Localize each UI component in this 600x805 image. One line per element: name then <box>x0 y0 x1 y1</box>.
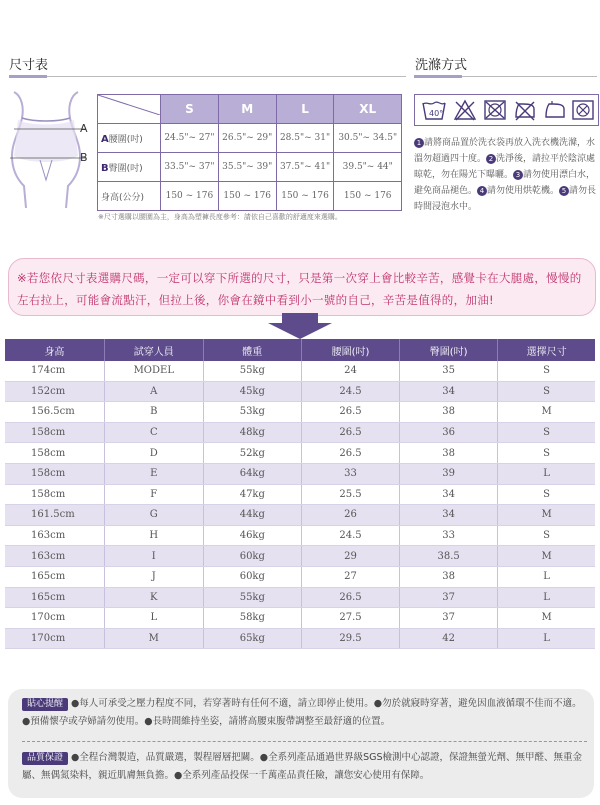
height-cell: 163cm <box>5 546 104 567</box>
size-cell: S <box>498 381 595 402</box>
size-cell: L <box>498 566 595 587</box>
height-cell: 174cm <box>5 361 104 381</box>
size-row-height <box>98 182 402 211</box>
weight-cell: 65kg <box>203 628 301 649</box>
hip-cell: 36 <box>400 422 498 443</box>
col-header-size: 選擇尺寸 <box>498 339 595 361</box>
wash-temp-text: 40° <box>429 109 444 118</box>
waist-cell: 26.5 <box>301 422 399 443</box>
quality-tag: 品質保證 <box>22 752 68 765</box>
wash-step-text: 請將商品置於洗衣袋再放入洗衣機洗滌，水溫勿超過四十度。 <box>414 138 596 164</box>
quality-text: ●全程台灣製造，品質嚴選，製程層層把關。●全系列產品通過世界級SGS檢測中心認證，保證無螢光劑、無甲醛、無重金屬、無偶氮染料，親近肌膚無負擔。●全系列產品投保一千萬產品責任險，讓您安心使用有保障。 <box>22 752 583 781</box>
down-arrow-icon <box>268 313 332 339</box>
fit-advice-text: ※若您依尺寸表選購尺碼，一定可以穿下所選的尺寸，只是第一次穿上會比較辛苦，感覺卡在大腿處，慢慢的左右拉上，可能會流點汗，但拉上後，你會在鏡中看到小一號的自己，辛苦是值得的，加油! <box>17 271 582 307</box>
table-row <box>5 587 595 608</box>
size-row-label <box>98 182 161 211</box>
tester-cell: H <box>104 525 203 546</box>
waist-cell: 26.5 <box>301 402 399 423</box>
wash-accent <box>414 75 462 78</box>
height-cell: 163cm <box>5 525 104 546</box>
table-row <box>5 566 595 587</box>
table-row <box>5 422 595 443</box>
height-cell: 158cm <box>5 463 104 484</box>
tester-cell: E <box>104 463 203 484</box>
no-tumble-dry-icon <box>483 99 507 121</box>
row-letter: A <box>101 133 109 145</box>
wash-title: 洗滌方式 <box>415 58 468 73</box>
trial-fit-table <box>5 339 595 649</box>
hip-cell: 39 <box>400 463 498 484</box>
table-row <box>5 361 595 381</box>
col-header-hip: 臀圍(吋) <box>400 339 498 361</box>
size-table <box>97 94 402 211</box>
waist-cell: 24 <box>301 361 399 381</box>
fit-advice-banner <box>8 258 596 316</box>
step-number: 2 <box>486 154 496 164</box>
table-row <box>5 628 595 649</box>
size-row-label <box>98 124 161 153</box>
col-header-waist: 腰圍(吋) <box>301 339 399 361</box>
hip-cell: 38.5 <box>400 546 498 567</box>
notice-divider <box>22 741 587 742</box>
height-cell: 170cm <box>5 628 104 649</box>
weight-cell: 52kg <box>203 443 301 464</box>
no-iron-icon <box>513 99 537 121</box>
weight-cell: 55kg <box>203 587 301 608</box>
tip-paragraph <box>22 695 587 731</box>
tester-cell: D <box>104 443 203 464</box>
size-cell: L <box>498 463 595 484</box>
size-head-m: M <box>218 95 276 124</box>
wash-40-icon <box>421 99 447 121</box>
size-cell: M <box>498 402 595 423</box>
waist-cell: 33 <box>301 463 399 484</box>
weight-cell: 47kg <box>203 484 301 505</box>
size-cell: S <box>498 422 595 443</box>
tip-text: ●每人可承受之壓力程度不同，若穿著時有任何不適，請立即停止使用。●勿於就寢時穿著，避免因血液循環不佳而不適。●預備懷孕或孕婦請勿使用。●長時間維持坐姿，請將高腰束腹帶調整至最舒適的位置。 <box>22 698 582 727</box>
waist-cell: 29 <box>301 546 399 567</box>
size-cell: 37.5"~ 41" <box>276 153 334 182</box>
size-table-corner <box>98 95 161 124</box>
step-number: 4 <box>477 186 487 196</box>
size-header-row <box>98 95 402 124</box>
size-cell: 150 ~ 176 <box>276 182 334 211</box>
table-row <box>5 402 595 423</box>
size-cell: 150 ~ 176 <box>334 182 402 211</box>
col-header-weight: 體重 <box>203 339 301 361</box>
weight-cell: 45kg <box>203 381 301 402</box>
size-cell: 24.5"~ 27" <box>161 124 219 153</box>
hip-cell: 37 <box>400 587 498 608</box>
table-row <box>5 608 595 629</box>
label-b: B <box>80 151 88 164</box>
tester-cell: A <box>104 381 203 402</box>
wash-step-text: 請勿使用烘乾機。 <box>487 186 560 196</box>
waist-cell: 25.5 <box>301 484 399 505</box>
size-cell: L <box>498 587 595 608</box>
size-cell: 28.5"~ 31" <box>276 124 334 153</box>
weight-cell: 53kg <box>203 402 301 423</box>
size-cell: 30.5"~ 34.5" <box>334 124 402 153</box>
tester-cell: K <box>104 587 203 608</box>
waist-cell: 27 <box>301 566 399 587</box>
wash-icons-box <box>414 94 599 126</box>
height-cell: 165cm <box>5 566 104 587</box>
weight-cell: 46kg <box>203 525 301 546</box>
hip-cell: 38 <box>400 443 498 464</box>
wash-instructions <box>414 135 600 215</box>
step-number: 5 <box>559 186 569 196</box>
no-bleach-icon <box>453 99 477 121</box>
hip-cell: 37 <box>400 608 498 629</box>
size-cell: 39.5"~ 44" <box>334 153 402 182</box>
hip-cell: 33 <box>400 525 498 546</box>
size-head-l: L <box>276 95 334 124</box>
row-label-text: 腰圍(吋) <box>108 134 143 145</box>
size-cell: 33.5"~ 37" <box>161 153 219 182</box>
tester-cell: J <box>104 566 203 587</box>
hip-cell: 34 <box>400 381 498 402</box>
label-a: A <box>80 122 88 135</box>
row-label-text: 身高(公分) <box>101 192 145 203</box>
waist-cell: 24.5 <box>301 381 399 402</box>
size-row-waist <box>98 124 402 153</box>
tester-cell: MODEL <box>104 361 203 381</box>
wash-step-text: 請勿長時間浸泡水中。 <box>414 186 597 212</box>
size-head-s: S <box>161 95 219 124</box>
size-note: ※尺寸選購以腰圍為主，身高為塑褲長度參考：請依自己喜歡的舒適度來選購。 <box>98 213 342 221</box>
tip-tag: 貼心提醒 <box>22 698 68 711</box>
row-label-text: 臀圍(吋) <box>108 163 143 174</box>
height-cell: 156.5cm <box>5 402 104 423</box>
size-row-label <box>98 153 161 182</box>
row-letter: B <box>101 162 109 174</box>
weight-cell: 44kg <box>203 505 301 526</box>
dry-clean-icon <box>571 99 595 121</box>
hip-cell: 35 <box>400 361 498 381</box>
quality-paragraph <box>22 749 587 785</box>
tester-cell: L <box>104 608 203 629</box>
table-row <box>5 525 595 546</box>
size-chart-divider <box>9 76 406 77</box>
tester-cell: M <box>104 628 203 649</box>
body-silhouette-icon <box>4 90 96 210</box>
tester-cell: F <box>104 484 203 505</box>
size-cell: 150 ~ 176 <box>161 182 219 211</box>
table-row <box>5 546 595 567</box>
size-cell: M <box>498 505 595 526</box>
tester-cell: C <box>104 422 203 443</box>
table-row <box>5 381 595 402</box>
hip-cell: 38 <box>400 402 498 423</box>
waist-cell: 26.5 <box>301 443 399 464</box>
col-header-tester: 試穿人員 <box>104 339 203 361</box>
table-row <box>5 505 595 526</box>
notice-box <box>8 689 594 798</box>
height-cell: 158cm <box>5 484 104 505</box>
step-number: 3 <box>513 170 523 180</box>
size-cell: S <box>498 484 595 505</box>
weight-cell: 60kg <box>203 546 301 567</box>
height-cell: 158cm <box>5 422 104 443</box>
waist-cell: 26.5 <box>301 587 399 608</box>
size-cell: M <box>498 546 595 567</box>
wash-step-text: 請勿使用漂白水，避免商品褪色。 <box>414 170 596 196</box>
tester-cell: G <box>104 505 203 526</box>
height-cell: 170cm <box>5 608 104 629</box>
waist-cell: 24.5 <box>301 525 399 546</box>
hip-cell: 42 <box>400 628 498 649</box>
table-row <box>5 443 595 464</box>
height-cell: 165cm <box>5 587 104 608</box>
weight-cell: 64kg <box>203 463 301 484</box>
step-number: 1 <box>414 138 424 148</box>
waist-cell: 29.5 <box>301 628 399 649</box>
hip-cell: 34 <box>400 484 498 505</box>
size-cell: S <box>498 525 595 546</box>
table-row <box>5 463 595 484</box>
size-cell: S <box>498 361 595 381</box>
size-cell: S <box>498 443 595 464</box>
height-cell: 161.5cm <box>5 505 104 526</box>
height-cell: 158cm <box>5 443 104 464</box>
hip-cell: 38 <box>400 566 498 587</box>
col-header-height: 身高 <box>5 339 104 361</box>
size-head-xl: XL <box>334 95 402 124</box>
tester-cell: I <box>104 546 203 567</box>
size-row-hip <box>98 153 402 182</box>
weight-cell: 55kg <box>203 361 301 381</box>
size-cell: L <box>498 628 595 649</box>
table-row <box>5 484 595 505</box>
hip-cell: 34 <box>400 505 498 526</box>
size-chart-accent <box>9 75 47 78</box>
waist-cell: 26 <box>301 505 399 526</box>
size-cell: 26.5"~ 29" <box>218 124 276 153</box>
size-cell: 35.5"~ 39" <box>218 153 276 182</box>
tester-cell: B <box>104 402 203 423</box>
weight-cell: 48kg <box>203 422 301 443</box>
size-cell: M <box>498 608 595 629</box>
waist-cell: 27.5 <box>301 608 399 629</box>
size-cell: 150 ~ 176 <box>218 182 276 211</box>
size-chart-title: 尺寸表 <box>9 58 49 73</box>
trial-header-row <box>5 339 595 361</box>
height-cell: 152cm <box>5 381 104 402</box>
weight-cell: 58kg <box>203 608 301 629</box>
wash-step-text: 洗淨後，請拉平於陰涼處晾乾，勿在陽光下曝曬。 <box>414 154 596 180</box>
iron-icon <box>543 99 567 121</box>
weight-cell: 60kg <box>203 566 301 587</box>
